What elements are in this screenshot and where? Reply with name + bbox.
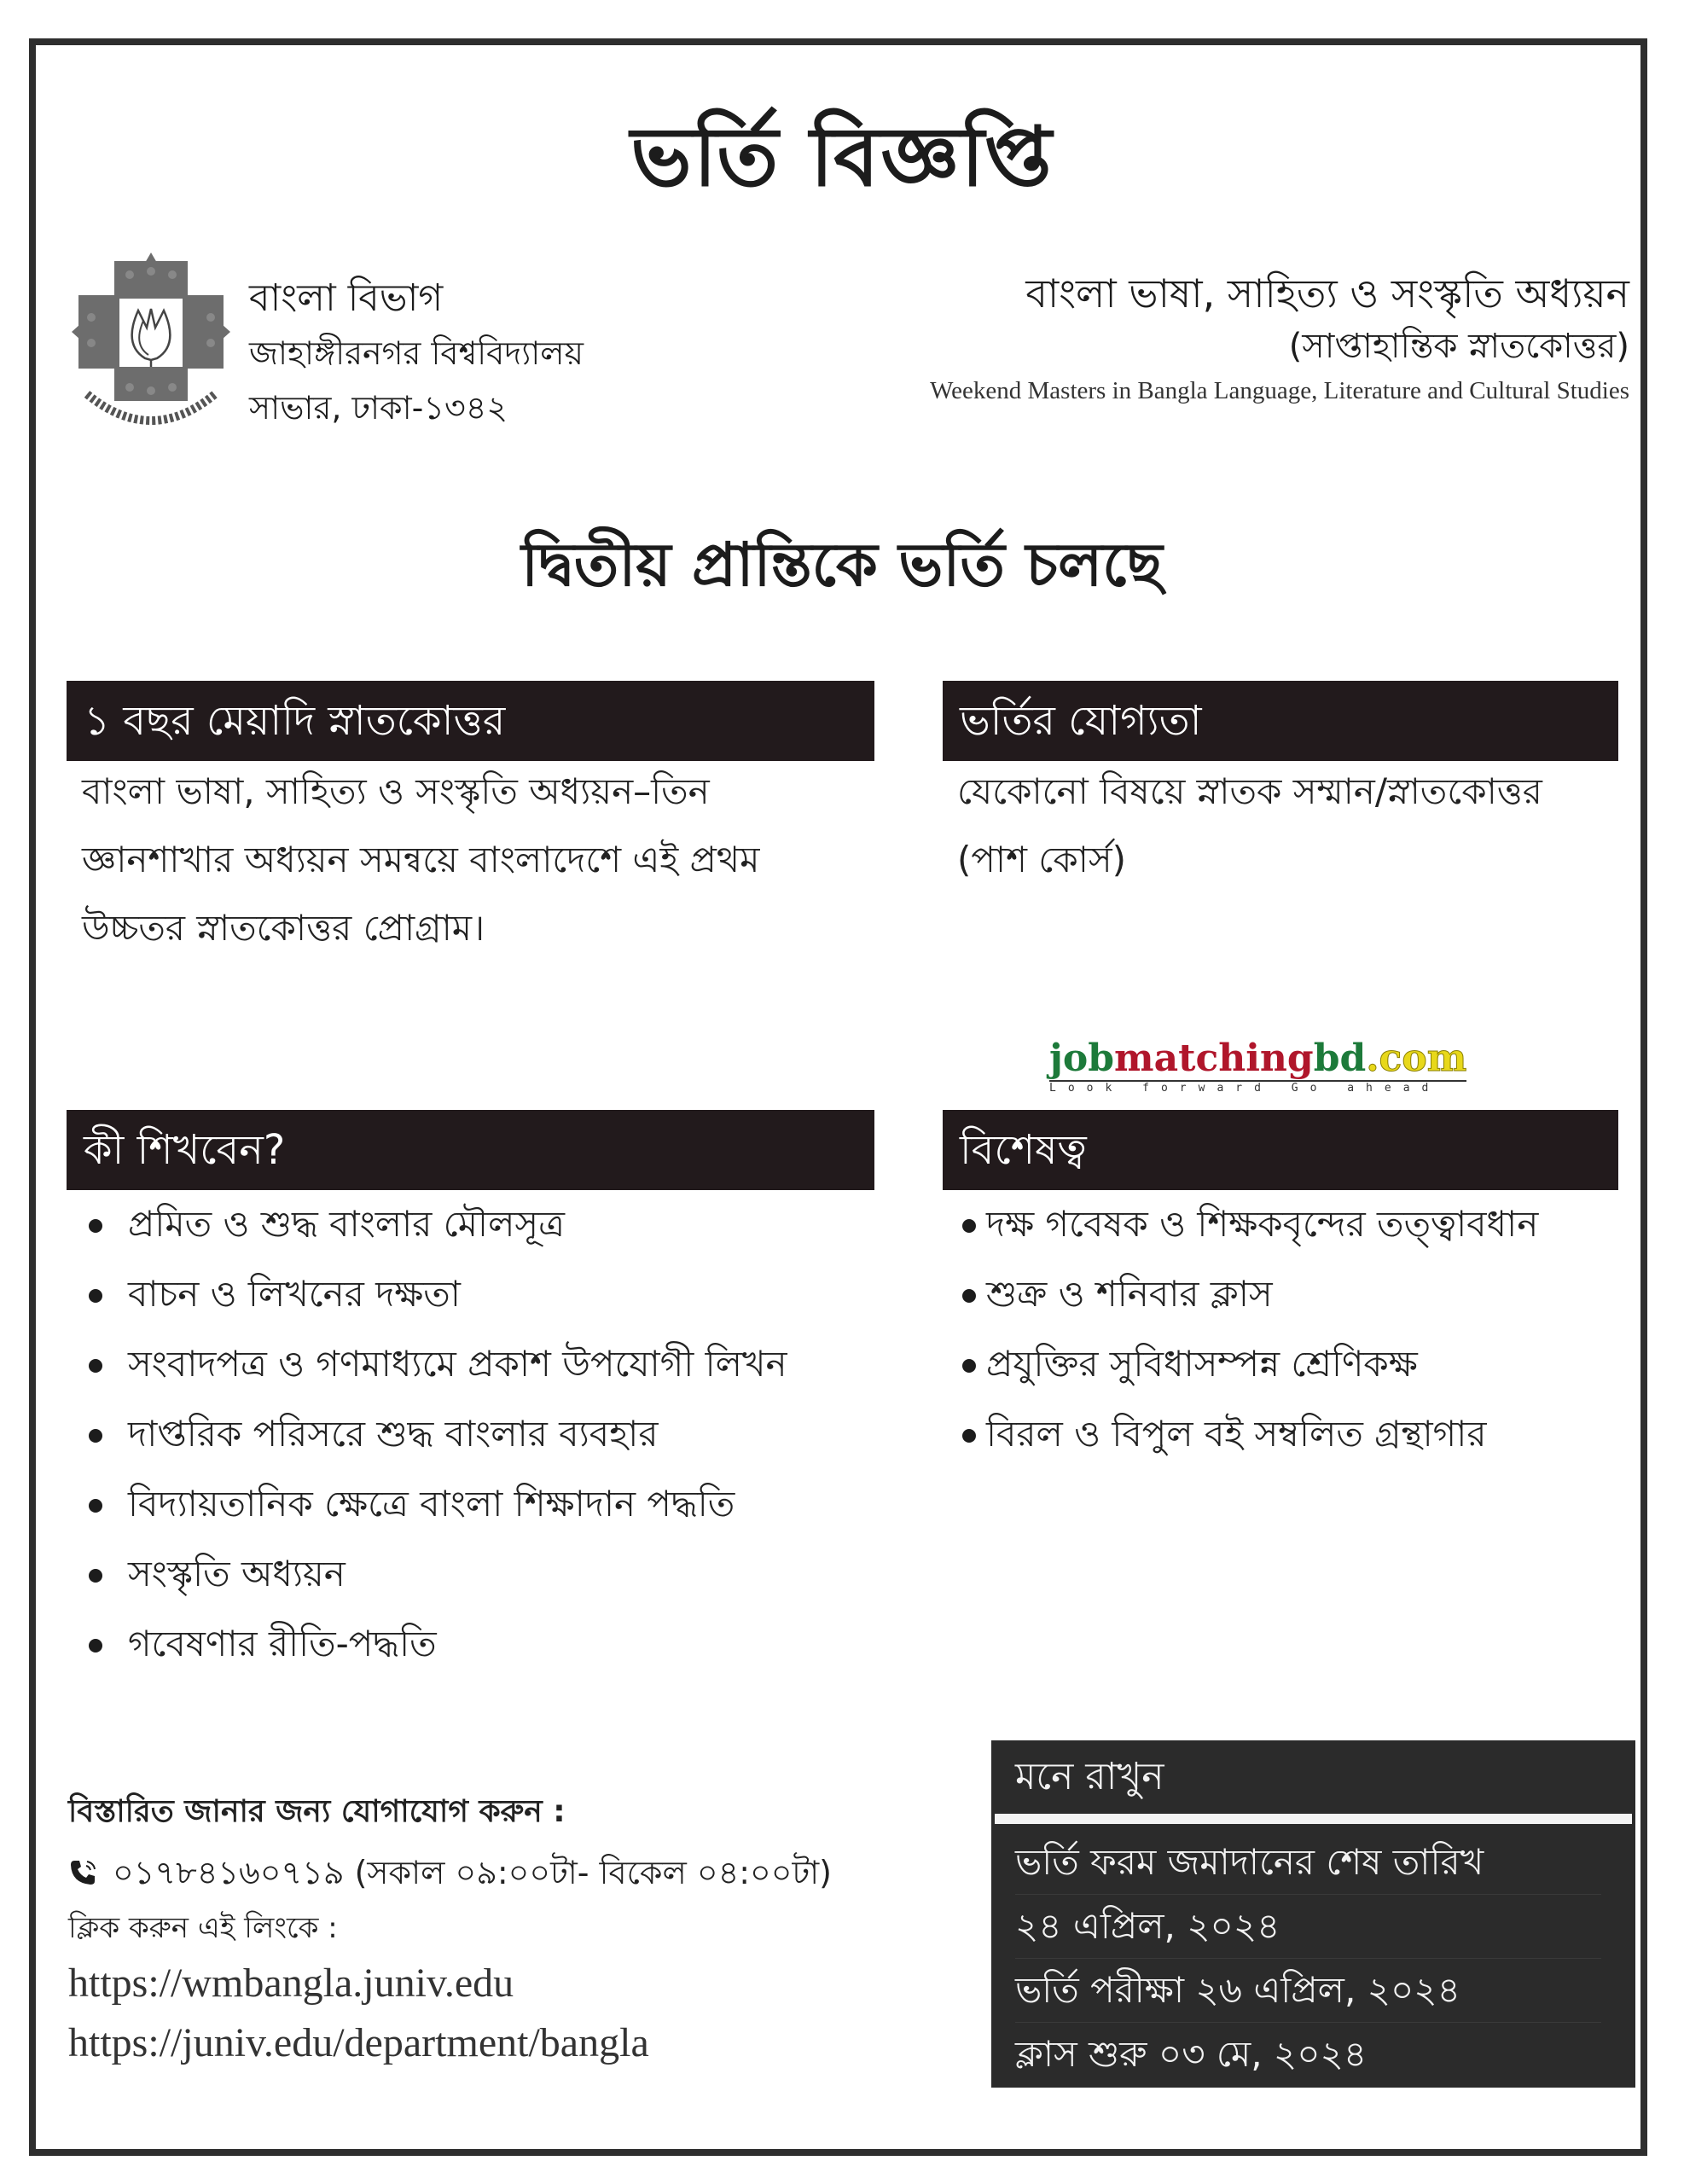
bullet-icon	[962, 1359, 976, 1373]
contact-block	[68, 1781, 832, 2073]
list-item	[89, 1611, 787, 1681]
reminder-row: ভর্তি ফরম জমাদানের শেষ তারিখ	[1015, 1831, 1601, 1895]
list-item-text: বিরল ও বিপুল বই সম্বলিত গ্রন্থাগার	[986, 1412, 1487, 1455]
learn-list	[89, 1191, 787, 1681]
watermark-tagline: Look forward Go ahead	[1049, 1080, 1466, 1095]
list-item-text: শুক্র ও শনিবার ক্লাস	[986, 1272, 1273, 1315]
features-heading: বিশেষত্ব	[943, 1110, 1618, 1190]
list-item-text: গবেষণার রীতি-পদ্ধতি	[128, 1622, 437, 1664]
watermark-part: job	[1049, 1037, 1115, 1080]
reminder-heading: মনে রাখুন	[1015, 1755, 1164, 1798]
eligibility-line: যেকোনো বিষয়ে স্নাতক সম্মান/স্নাতকোত্তর	[957, 770, 1542, 812]
reminder-row: ভর্তি পরীক্ষা ২৬ এপ্রিল, ২০২৪	[1015, 1959, 1601, 2023]
list-item-text: দক্ষ গবেষক ও শিক্ষকবৃন্দের তত্ত্বাবধান	[986, 1202, 1539, 1245]
list-item	[89, 1541, 787, 1611]
learn-heading: কী শিখবেন?	[67, 1110, 874, 1190]
reminder-row: ক্লাস শুরু ০৩ মে, ২০২৪	[1015, 2033, 1368, 2075]
bullet-icon	[89, 1219, 102, 1233]
bullet-icon	[962, 1429, 976, 1443]
list-item-text: প্রমিত ও শুদ্ধ বাংলার মৌলসূত্র	[128, 1202, 565, 1245]
duration-description	[82, 758, 884, 962]
duration-line: উচ্চতর স্নাতকোত্তর প্রোগ্রাম।	[82, 907, 485, 949]
list-item-text: প্রযুক্তির সুবিধাসম্পন্ন শ্রেণিকক্ষ	[986, 1342, 1418, 1385]
reminder-row: ২৪ এপ্রিল, ২০২৪	[1015, 1895, 1601, 1959]
eligibility-heading: ভর্তির যোগ্যতা	[943, 681, 1618, 761]
contact-heading: বিস্তারিত জানার জন্য যোগাযোগ করুন :	[68, 1794, 566, 1829]
list-item	[89, 1331, 787, 1401]
phone-icon	[68, 1858, 97, 1887]
bullet-icon	[89, 1639, 102, 1653]
university-logo	[70, 249, 232, 435]
bullet-icon	[89, 1569, 102, 1583]
list-item	[962, 1191, 1538, 1261]
list-item-text: বিদ্যায়তানিক ক্ষেত্রে বাংলা শিক্ষাদান পদ্ধতি	[128, 1482, 735, 1525]
list-item	[962, 1401, 1538, 1471]
emblem-icon	[70, 249, 232, 435]
program-name-en: Weekend Masters in Bangla Language, Literature and Cultural Studies	[930, 377, 1629, 404]
website-link[interactable]: https://wmbangla.juniv.edu	[68, 1960, 514, 2006]
department-link[interactable]: https://juniv.edu/department/bangla	[68, 2020, 649, 2065]
watermark-part: matching	[1114, 1037, 1314, 1080]
list-item	[89, 1261, 787, 1331]
list-item-text: সংবাদপত্র ও গণমাধ্যমে প্রকাশ উপযোগী লিখন	[128, 1342, 787, 1385]
watermark-logo	[1049, 1039, 1466, 1095]
reminder-divider	[995, 1814, 1632, 1824]
duration-line: বাংলা ভাষা, সাহিত্য ও সংস্কৃতি অধ্যয়ন–তিন	[82, 770, 710, 812]
list-item	[89, 1471, 787, 1541]
admission-ongoing-heading: দ্বিতীয় প্রান্তিকে ভর্তি চলছে	[521, 530, 1163, 600]
list-item-text: সংস্কৃতি অধ্যয়ন	[128, 1552, 346, 1594]
list-item	[962, 1331, 1538, 1401]
duration-heading: ১ বছর মেয়াদি স্নাতকোত্তর	[67, 681, 874, 761]
features-list	[962, 1191, 1538, 1471]
department-name: বাংলা বিভাগ	[249, 276, 444, 320]
eligibility-line: (পাশ কোর্স)	[957, 839, 1127, 880]
eligibility-description	[957, 758, 1623, 894]
bullet-icon	[89, 1499, 102, 1513]
university-address: সাভার, ঢাকা-১৩৪২	[249, 389, 508, 427]
department-block	[249, 271, 584, 435]
program-type-bn: (সাপ্তাহান্তিক স্নাতকোত্তর)	[1288, 327, 1629, 366]
university-name: জাহাঙ্গীরনগর বিশ্ববিদ্যালয়	[249, 334, 584, 372]
duration-line: জ্ঞানশাখার অধ্যয়ন সমন্বয়ে বাংলাদেশে এই প্রথম	[82, 839, 760, 880]
bullet-icon	[962, 1219, 976, 1233]
program-name-bn: বাংলা ভাষা, সাহিত্য ও সংস্কৃতি অধ্যয়ন	[1025, 270, 1629, 317]
list-item-text: বাচন ও লিখনের দক্ষতা	[128, 1272, 461, 1315]
list-item	[89, 1191, 787, 1261]
bullet-icon	[89, 1359, 102, 1373]
click-link-label: ক্লিক করুন এই লিংকে :	[68, 1911, 338, 1945]
notice-title: ভর্তি বিজ্ঞপ্তি	[630, 109, 1054, 205]
reminder-box	[991, 1740, 1635, 2088]
list-item-text: দাপ্তরিক পরিসরে শুদ্ধ বাংলার ব্যবহার	[128, 1412, 659, 1455]
reminder-dates	[991, 1824, 1635, 2086]
program-block	[930, 266, 1629, 410]
watermark-part: bd	[1313, 1037, 1367, 1080]
watermark-part: .com	[1366, 1037, 1467, 1080]
bullet-icon	[89, 1429, 102, 1443]
contact-phone	[68, 1843, 832, 1902]
bullet-icon	[962, 1289, 976, 1303]
list-item	[962, 1261, 1538, 1331]
list-item	[89, 1401, 787, 1471]
phone-number[interactable]: ০১৭৮৪১৬০৭১৯ (সকাল ০৯:০০টা- বিকেল ০৪:০০টা)	[113, 1854, 832, 1891]
bullet-icon	[89, 1289, 102, 1303]
